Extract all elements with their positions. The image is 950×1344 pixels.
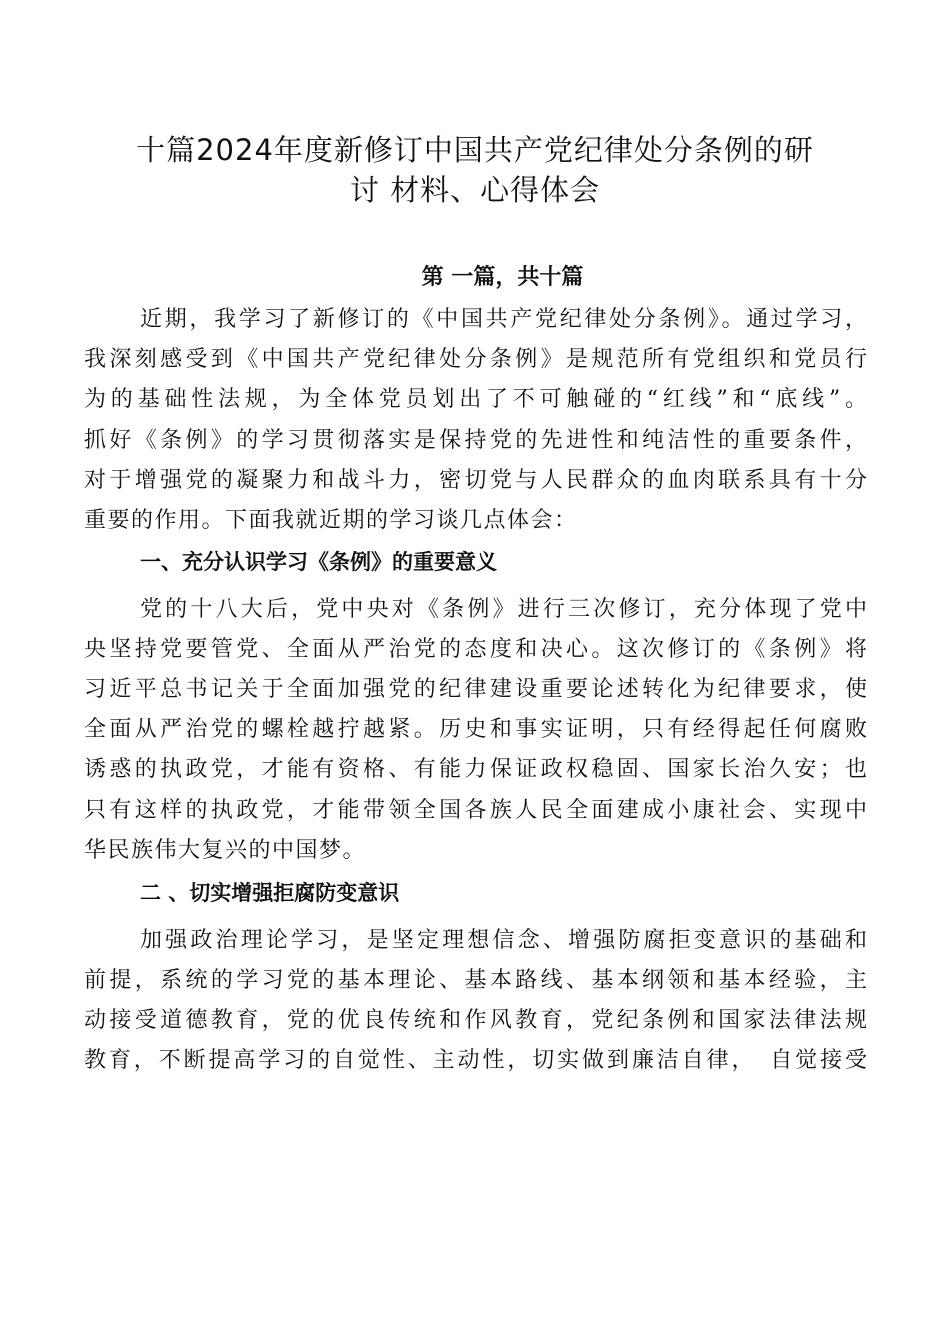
paragraph-3-line-3: 动接受道德教育，党的优良传统和作风教育，党纪条例和国家法律法规 <box>84 1008 867 1033</box>
paragraph-1-line-1: 近期，我学习了新修订的《中国共产党纪律处分条例》。通过学习， <box>140 307 867 332</box>
paragraph-2-line-5: 诱惑的执政党，才能有资格、有能力保证政权稳固、国家长治久安；也 <box>84 757 867 782</box>
paragraph-2-line-3: 习近平总书记关于全面加强党的纪律建设重要论述转化为纪律要求，使 <box>84 677 867 702</box>
section-heading-2: 二 、切实增强拒腐防变意识 <box>140 881 400 905</box>
paragraph-2-line-4: 全面从严治党的螺栓越拧越紧。历史和事实证明，只有经得起任何腐败 <box>84 717 867 742</box>
paragraph-3-line-4: 教育，不断提高学习的自觉性、主动性，切实做到廉洁自律， 自觉接受 <box>84 1048 867 1073</box>
document-title-line-2: 讨 材料、心得体会 <box>349 173 601 207</box>
paragraph-1-line-4: 抓好《条例》的学习贯彻落实是保持党的先进性和纯洁性的重要条件， <box>84 428 867 453</box>
paragraph-1-line-5: 对于增强党的凝聚力和战斗力，密切党与人民群众的血肉联系具有十分 <box>84 468 867 493</box>
paragraph-2-line-2: 央坚持党要管党、全面从严治党的态度和决心。这次修订的《条例》将 <box>84 637 867 662</box>
section-heading-1: 一、充分认识学习《条例》的重要意义 <box>140 550 497 574</box>
document-title-line-1: 十篇2024年度新修订中国共产党纪律处分条例的研 <box>136 133 814 167</box>
part-heading: 第 一篇，共十篇 <box>421 265 584 290</box>
paragraph-3-line-2: 前提，系统的学习党的基本理论、基本路线、基本纲领和基本经验，主 <box>84 968 867 993</box>
paragraph-1-line-6: 重要的作用。下面我就近期的学习谈几点体会： <box>84 508 578 533</box>
paragraph-3-line-1: 加强政治理论学习，是坚定理想信念、增强防腐拒变意识的基础和 <box>140 928 867 953</box>
paragraph-2-line-6: 只有这样的执政党，才能带领全国各族人民全面建成小康社会、实现中 <box>84 798 867 823</box>
paragraph-1-line-2: 我深刻感受到《中国共产党纪律处分条例》是规范所有党组织和党员行 <box>84 347 867 372</box>
paragraph-2-line-7: 华民族伟大复兴的中国梦。 <box>84 838 367 863</box>
paragraph-1-line-3: 为的基础性法规，为全体党员划出了不可触碰的“红线”和“底线”。 <box>84 387 867 412</box>
paragraph-2-line-1: 党的十八大后，党中央对《条例》进行三次修订，充分体现了党中 <box>140 597 867 622</box>
